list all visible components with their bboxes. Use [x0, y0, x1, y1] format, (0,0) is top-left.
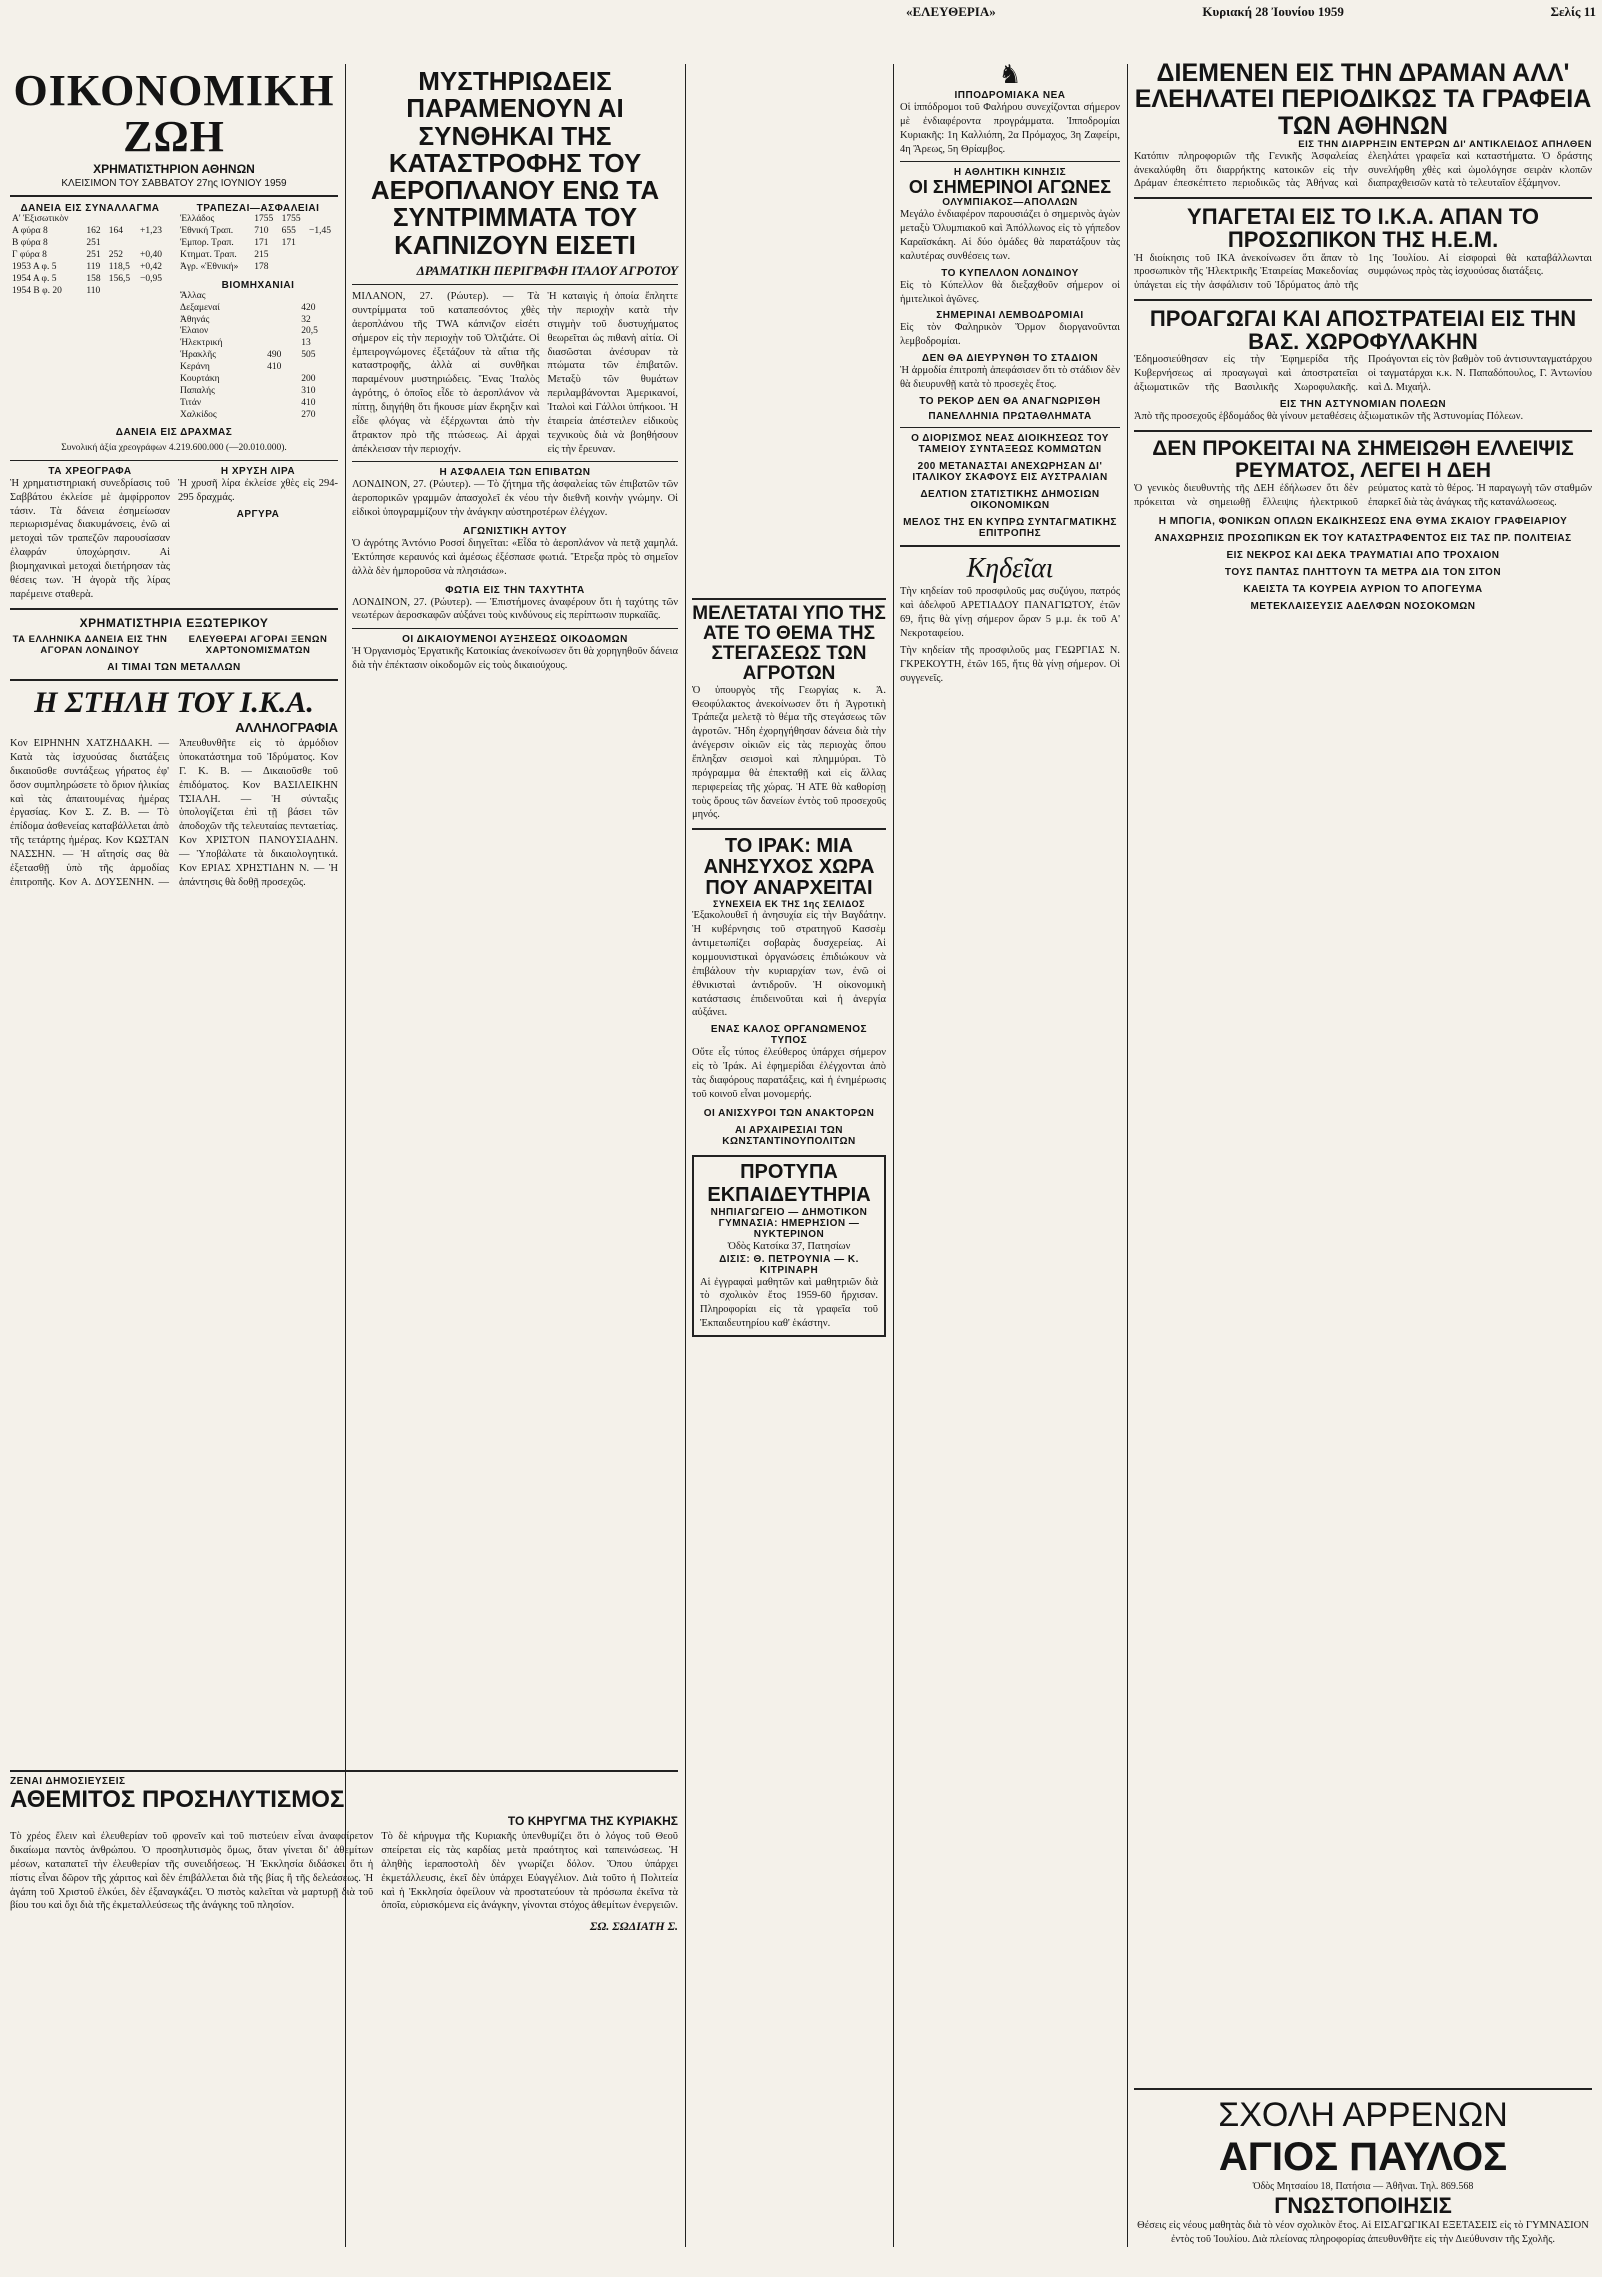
funerals-title: Κηδεῖαι	[966, 552, 1054, 584]
table-cell: 655	[281, 226, 296, 237]
table-cell: 215	[254, 250, 269, 260]
school-notice-title: ΓΝΩΣΤΟΠΟΙΗΣΙΣ	[1274, 2193, 1452, 2219]
table-cell	[307, 214, 338, 226]
article-signature: ΣΩ. ΣΩΔΙΑΤΗ Σ.	[589, 1919, 678, 1934]
table-cell: 1755	[254, 214, 274, 225]
table-cell: 310	[301, 385, 316, 396]
table-cell: Χαλκίδος	[180, 409, 217, 420]
barbers-title: ΚΑΕΙΣΤΑ ΤΑ ΚΟΥΡΕΙΑ ΑΥΡΙΟΝ ΤΟ ΑΠΟΓΕΥΜΑ	[1243, 583, 1483, 595]
table-cell	[307, 250, 338, 262]
metals-title: ΑΙ ΤΙΜΑΙ ΤΩΝ ΜΕΤΑΛΛΩΝ	[107, 661, 241, 673]
table-cell: 420	[301, 302, 316, 313]
table-cell: 252	[108, 250, 124, 260]
table-cell: 200	[301, 373, 316, 384]
table-cell: 1755	[281, 214, 301, 225]
table-cell	[84, 214, 106, 226]
gold-text: Ἡ χρυσῆ λίρα ἐκλείσε χθὲς εἰς 294-295 δραχμάς.	[178, 477, 338, 503]
power-text: Ὁ γενικὸς διευθυντὴς τῆς ΔΕΗ ἐδήλωσεν ὅτι δὲν πρόκειται νὰ σημειωθῇ ἔλλειψις ἠλεκτρικοῦ ρεύματος κατὰ τὸ θέρος. Ἡ παραγωγὴ τῶν σταθμῶν ἐπαρκεῖ διὰ τὰς ἀνάγκας τῆς κατανάλωσεως.	[1134, 482, 1592, 508]
table-cell	[107, 214, 138, 226]
bottom-left-article	[10, 1770, 678, 2256]
industry-table	[178, 291, 338, 422]
loans-table	[10, 214, 170, 297]
table-row	[178, 386, 338, 398]
total-value-line: Συνολική ἀξία χρεογράφων 4.219.600.000 (—20.010.000).	[61, 443, 287, 454]
table-cell: Α φύρα 8	[12, 226, 48, 237]
table-cell: Κεράνη	[180, 362, 210, 372]
divider	[900, 427, 1120, 428]
table-cell: 156,5	[108, 273, 131, 284]
table-cell: 1954 Β φ. 20	[12, 285, 62, 296]
table-cell: 251	[86, 250, 101, 260]
palace-title: ΟΙ ΑΝΙΣΧΥΡΟΙ ΤΩΝ ΑΝΑΚΤΟΡΩΝ	[703, 1107, 875, 1119]
table-cell: 13	[301, 338, 311, 349]
crash-headline: ΜΥΣΤΗΡΙΩΔΕΙΣ ΠΑΡΑΜΕΝΟΥΝ ΑΙ ΣΥΝΘΗΚΑΙ ΤΗΣ ΚΑΤΑΣΤΡΟΦΗΣ ΤΟΥ ΑΕΡΟΠΛΑΝΟΥ ΕΝΩ ΤΑ ΣΥΝΤΡΙΜΜΑΤΑ ΤΟΥ ΚΑΠΝΙΖΟΥΝ ΕΙΣΕΤΙ	[370, 66, 660, 260]
table-cell: 20,5	[301, 326, 318, 337]
article-subtitle: ΤΟ ΚΗΡΥΓΜΑ ΤΗΣ ΚΥΡΙΑΚΗΣ	[507, 1814, 678, 1829]
table-cell: 410	[301, 397, 316, 408]
ika-headline: ΥΠΑΓΕΤΑΙ ΕΙΣ ΤΟ Ι.Κ.Α. ΑΠΑΝ ΤΟ ΠΡΟΣΩΠΙΚΟΝ ΤΗΣ Η.Ε.Μ.	[1187, 204, 1539, 253]
page-number: Σελίς 11	[1550, 4, 1596, 19]
column-rule	[893, 64, 894, 2247]
school-address: Ὁδὸς Μητσαίου 18, Πατήσια — Ἀθῆναι. Τηλ. 869.568	[1252, 2181, 1474, 2193]
banks-block	[178, 203, 338, 421]
table-cell: Ἀγρ. «Ἑθνική»	[180, 261, 239, 272]
table-cell: 410	[267, 362, 282, 372]
sports-headline: ΟΙ ΣΗΜΕΡΙΝΟΙ ΑΓΩΝΕΣ	[908, 177, 1112, 198]
funeral-notice-1: Τὴν κηδείαν τοῦ προσφιλοῦς μας συζύγου, πατρός καὶ ἀδελφοῦ ΑΡΕΤΙΑΔΟΥ ΠΑΝΑΓΙΩΤΟΥ, ἐτῶν 69, ἥτις θὰ γίνῃ σήμερον ὥραν 5 μ.μ. ἐκ τοῦ Α' Νεκροταφείου.	[900, 585, 1120, 639]
divider	[1134, 430, 1592, 432]
industry-header: ΒΙΟΜΗΧΑΝΙΑΙ	[221, 279, 295, 291]
housing-title: ΟΙ ΔΙΚΑΙΟΥΜΕΝΟΙ ΑΥΞΗΣΕΩΣ ΟΙΚΟΔΟΜΩΝ	[402, 634, 628, 646]
lead-subhead: ΕΙΣ ΤΗΝ ΔΙΑΡΡΗΞΙΝ ΕΝΤΕΡΩΝ ΔΙ' ΑΝΤΙΚΛΕΙΔΟΣ ΑΠΗΛΘΕΝ	[1298, 138, 1592, 150]
exchange-tables	[10, 203, 338, 421]
divider	[10, 195, 338, 197]
table-row	[10, 226, 170, 238]
school-advert	[1134, 2088, 1592, 2247]
crash-column	[352, 0, 678, 1768]
stadium-title: ΔΕΝ ΘΑ ΔΙΕΥΡΥΝΘΗ ΤΟ ΣΤΑΔΙΟΝ	[921, 353, 1099, 365]
table-cell: 710	[254, 226, 269, 237]
ika-text: Ἡ διοίκησις τοῦ ΙΚΑ ἀνεκοίνωσεν ὅτι ἅπαν τὸ προσωπικὸν τῆς Ἠλεκτρικῆς Ἑταιρείας Μακεδονίας ὑπάγεται εἰς τὴν ἀσφάλισιν τοῦ Ἱδρύματος ἀπὸ τῆς 1ης Ἰουλίου. Αἱ εἰσφοραὶ θὰ καταβάλλωνται συμφώνως πρὸς τὰς ἰσχυούσας διατάξεις.	[1134, 252, 1592, 292]
right-column	[1134, 0, 1592, 2277]
witness-title: ΑΓΩΝΙΣΤΙΚΗ ΑΥΤΟΥ	[462, 525, 568, 537]
table-cell	[265, 374, 299, 386]
emigrants-title: 200 ΜΕΤΑΝΑΣΤΑΙ ΑΝΕΧΩΡΗΣΑΝ ΔΙ' ΙΤΑΛΙΚΟΥ ΣΚΑΦΟΥΣ ΕΙΣ ΑΥΣΤΡΑΛΙΑΝ	[912, 460, 1108, 483]
table-cell: Τιτάν	[180, 397, 202, 408]
table-cell: 1954 Α φ. 5	[12, 273, 57, 284]
table-cell	[265, 303, 299, 315]
sports-text: Μεγάλο ἐνδιαφέρον παρουσιάζει ὁ σημερινὸς ἀγὼν μεταξὺ Ὀλυμπιακοῦ καὶ Ἀπόλλωνος εἰς τὸ γήπεδον Καραϊσκάκη. Αἱ δύο ὁμάδες θὰ παρατάξουν τὰς καλυτέρας συνθέσεις των.	[900, 209, 1120, 262]
table-cell: Κουρτάκη	[180, 373, 220, 384]
table-cell	[107, 238, 138, 250]
table-cell: 1953 Α φ. 5	[12, 261, 57, 272]
sports-title: Η ΑΘΛΗΤΙΚΗ ΚΙΝΗΣΙΣ	[953, 167, 1067, 179]
advert-sub2: ΓΥΜΝΑΣΙΑ: ΗΜΕΡΗΣΙΟΝ — ΝΥΚΤΕΡΙΝΟΝ	[718, 1217, 860, 1240]
school-name: ΑΓΙΟΣ ΠΑΥΛΟΣ	[1218, 2135, 1508, 2180]
safety-text: ΛΟΝΔΙΝΟΝ, 27. (Ρώυτερ). — Τὸ ζήτημα τῆς ἀσφαλείας τῶν ἐπιβατῶν τῶν ἀεροπορικῶν γραμμῶν ἀπασχολεῖ ἐκ νέου τὴν διεθνῆ κοινὴν γνώμην. Οἱ εἰδικοὶ ὑπογραμμίζουν τὴν ἀνάγκην αὐστηροτέρων ἐλέγχων.	[352, 479, 678, 519]
statistics-title: ΔΕΛΤΙΟΝ ΣΤΑΤΙΣΤΙΚΗΣ ΔΗΜΟΣΙΩΝ ΟΙΚΟΝΟΜΙΚΩΝ	[920, 488, 1100, 511]
table-cell: 158	[86, 273, 101, 284]
gendarmerie-text: Ἐδημοσιεύθησαν εἰς τὴν Ἐφημερίδα τῆς Κυβερνήσεως αἱ προαγωγαὶ καὶ ἀποστρατεῖαι ἀξιωματικῶν τῆς Βασιλικῆς Χωροφυλακῆς. Προάγονται εἰς τὸν βαθμὸν τοῦ ἀντισυνταγματάρχου οἱ ταγματάρχαι κ.κ. Ν. Παπαδόπουλος, Γ. Ἀντωνίου καὶ Δ. Μιχαήλ.	[1134, 354, 1592, 393]
table-row	[178, 303, 338, 315]
table-cell: Παπαλής	[180, 385, 215, 396]
funeral-notice-2: Τὴν κηδείαν τῆς προσφιλοῦς μας ΓΕΩΡΓΙΑΣ Ν. ΓΚΡΕΚΟΥΤΗ, ἐτῶν 165, ἥτις θὰ γίνῃ σήμερον. Οἱ συγγενεῖς.	[900, 645, 1120, 685]
banks-header: ΤΡΑΠΕΖΑΙ—ΑΣΦΑΛΕΙΑΙ	[196, 203, 320, 215]
table-row	[178, 410, 338, 422]
table-row	[10, 286, 170, 298]
table-cell	[307, 238, 338, 250]
exchange-title: ΧΡΗΜΑΤΙΣΤΗΡΙΟΝ ΑΘΗΝΩΝ	[93, 162, 255, 177]
speed-text: ΛΟΝΔΙΝΟΝ, 27. (Ρώυτερ). — Ἐπιστήμονες ἀναφέρουν ὅτι ἡ ταχύτης τῶν νεωτέρων ἀεροσκαφῶν αὐξάνει τοὺς κινδύνους εἰς περίπτωσιν πυρκαϊᾶς.	[352, 596, 678, 622]
table-cell: 270	[301, 409, 316, 420]
ika-column-title: Η ΣΤΗΛΗ ΤΟΥ Ι.Κ.Α.	[34, 685, 314, 719]
advert-directors: ΔΙΣΙΣ: Θ. ΠΕΤΡΟΥΝΙΑ — Κ. ΚΙΤΡΙΝΑΡΗ	[719, 1253, 859, 1276]
table-cell: 110	[86, 285, 101, 296]
departure-title: ΑΝΑΧΩΡΗΣΙΣ ΠΡΟΣΩΠΙΚΩΝ ΕΚ ΤΟΥ ΚΑΤΑΣΤΡΑΦΕΝΤΟΣ ΕΙΣ ΤΑΣ ΠΡ. ΠΟΛΙΤΕΙΑΣ	[1154, 532, 1572, 544]
table-cell: Δεξαμεναί	[180, 302, 220, 313]
ika-text: Κον ΕΙΡΗΝΗΝ ΧΑΤΖΗΔΑΚΗ. — Κατὰ τὰς ἰσχυούσας διατάξεις δικαιοῦσθε συντάξεως γήρατος ἐφ' ὅσον συμπληρώσετε τὸ ὅριον ἡλικίας καὶ τὰς ἀπαιτουμένας ἡμέρας ἐργασίας. Κον Σ. Ζ. Β. — Τὸ ἐπίδομα ἀσθενείας καταβάλλεται ἀπὸ τῆς τετάρτης ἡμέρας. Κον ΚΩΣΤΑΝ ΝΑΣΣΗΝ. — Ἡ αἴτησίς σας θὰ ἐξετασθῇ ὑπὸ τῆς ἁρμοδίας ἐπιτροπῆς. Κον Α. ΔΟΥΣΕΝΗΝ. — Ἀπευθυνθῆτε εἰς τὸ ἁρμόδιον ὑποκατάστημα τοῦ Ἱδρύματος. Κον Γ. Κ. Β. — Δικαιοῦσθε τοῦ ἐπιδόματος. Κον ΒΑΣΙΛΕΙΚΗΝ ΤΣΙΑΛΗ. — Ἡ σύνταξις ὑπολογίζεται ἐπὶ τῇ βάσει τῶν ἀποδοχῶν τῆς τελευταίας πενταετίας. Κον ΧΡΙΣΤΟΝ ΠΑΝΟΥΣΙΑΔΗΝ. — Ὑποβάλατε τὰ δικαιολογητικά. Κον ΕΡΙΑΣ ΧΡΗΣΤΙΔΗΝ Ν. — Ἡ ἀπάντησις θὰ δοθῇ προσεχῶς.	[10, 738, 338, 888]
table-cell	[299, 291, 338, 303]
table-row	[10, 250, 170, 262]
table-row	[178, 214, 338, 226]
loans-header: ΔΑΝΕΙΑ ΕΙΣ ΣΥΝΑΛΛΑΓΜΑ	[20, 203, 160, 215]
schools-advert	[692, 1155, 886, 1337]
loans-block	[10, 203, 170, 421]
table-cell: Ἠλεκτρική	[180, 338, 223, 349]
banks-table	[178, 214, 338, 273]
article-body	[10, 1830, 678, 1913]
foreign-exchanges-title: ΧΡΗΜΑΤΙΣΤΗΡΙΑ ΕΞΩΤΕΡΙΚΟΥ	[79, 615, 269, 630]
table-row	[178, 291, 338, 303]
table-cell: 32	[301, 314, 311, 325]
speed-title: ΦΩΤΙΑ ΕΙΣ ΤΗΝ ΤΑΧΥΤΗΤΑ	[445, 584, 585, 596]
safety-title: Η ΑΣΦΑΛΕΙΑ ΤΩΝ ΕΠΙΒΑΤΩΝ	[439, 467, 591, 479]
table-cell: 178	[254, 261, 269, 272]
ate-text: Ὁ ὑπουργὸς τῆς Γεωργίας κ. Ἀ. Θεοφύλακτος ἀνεκοίνωσεν ὅτι ἡ Ἀγροτικὴ Τράπεζα μελετᾷ τὸ θέμα τῆς στεγάσεως τῶν ἀγροτῶν. Ἤδη ἐχορηγήθησαν δάνεια διὰ τὴν ἀνέγερσιν οἰκιῶν εἰς τὰς περιοχὰς ὅπου ἔπληξαν σεισμοὶ καὶ πλημμύραι. Τὸ πρόγραμμα θὰ ἐπεκταθῇ καὶ εἰς ἄλλας περιφερείας τῆς χώρας. Ἡ ΑΤΕ θὰ καθορίσῃ τοὺς ὅρους τῶν δανείων ἐντὸς τοῦ προσεχοῦς μηνός.	[692, 684, 886, 821]
article-kicker: ΖΕΝΑΙ ΔΗΜΟΣΙΕΥΣΕΙΣ	[10, 1776, 126, 1787]
weapons-title: Η ΜΠΟΓΙΑ, ΦΟΝΙΚΩΝ ΟΠΛΩΝ ΕΚΔΙΚΗΣΕΩΣ ΕΝΑ ΘΥΜΑ ΣΚΑΙΟΥ ΓΡΑΦΕΙΑΡΙΟΥ	[1158, 515, 1568, 527]
advert-address: Ὁδὸς Κατσίκα 37, Πατησίων	[727, 1240, 851, 1252]
table-row	[178, 338, 338, 350]
gendarmerie-headline: ΠΡΟΑΓΩΓΑΙ ΚΑΙ ΑΠΟΣΤΡΑΤΕΙΑΙ ΕΙΣ ΤΗΝ ΒΑΣ. ΧΩΡΟΦΥΛΑΚΗΝ	[1149, 306, 1577, 355]
foreign-loans-title: ΤΑ ΕΛΛΗΝΙΚΑ ΔΑΝΕΙΑ ΕΙΣ ΤΗΝ ΑΓΟΡΑΝ ΛΟΝΔΙΝΟΥ	[12, 633, 168, 656]
divider	[900, 545, 1120, 547]
article-text-a: Τὸ χρέος ἔλειν καὶ ἐλευθερίαν τοῦ φρονεῖν καὶ τοῦ πιστεύειν εἶναι ἀναφαίρετον δικαίωμα παντὸς ἀνθρώπου. Ὁ προσηλυτισμὸς ὅμως, ὅταν γίνεται δι' ἀθεμίτων μέσων, καταπατεῖ τὴν ἐλευθερίαν τῆς συνειδήσεως. Ἡ Ἐκκλησία διδάσκει ὅτι ἡ πίστις εἶναι δῶρον τῆς χάριτος καὶ δὲν ἐπιβάλλεται διὰ τῆς βίας ἢ τῆς δελεάσεως. Ἡ ἀγάπη τοῦ Χριστοῦ ἑλκύει, δὲν ἐξαναγκάζει. Ὁ πιστὸς καλεῖται νὰ μαρτυρῇ διὰ τοῦ βίου του καὶ ὄχι διὰ τῆς ἐκμεταλλεύσεως τῆς ἀνάγκης τοῦ πλησίον.	[10, 1831, 374, 1912]
table-cell	[299, 362, 338, 374]
article-title: ΑΘΕΜΙΤΟΣ ΠΡΟΣΗΛΥΤΙΣΜΟΣ	[10, 1786, 345, 1813]
accident-title: ΕΙΣ ΝΕΚΡΟΣ ΚΑΙ ΔΕΚΑ ΤΡΑΥΜΑΤΙΑΙ ΑΠΟ ΤΡΟΧΑΙΟΝ	[1226, 549, 1500, 561]
elections-title: ΑΙ ΑΡΧΑΙΡΕΣΙΑΙ ΤΩΝ ΚΩΝΣΤΑΝΤΙΝΟΥΠΟΛΙΤΩΝ	[722, 1124, 856, 1147]
iraq-press-text: Οὔτε εἷς τύπος ἐλεύθερος ὑπάρχει σήμερον εἰς τὸ Ἰράκ. Αἱ ἐφημερίδαι ἐλέγχονται ἀπὸ τὰς διαφόρους παρατάξεις, καὶ ἡ ἐνημέρωσις τοῦ κοινοῦ εἶναι μονομερής.	[692, 1047, 886, 1100]
rowing-title: ΣΗΜΕΡΙΝΑΙ ΛΕΜΒΟΔΡΟΜΙΑΙ	[936, 310, 1084, 322]
table-cell	[265, 410, 299, 422]
table-cell: Ἄλλας	[180, 290, 206, 301]
divider	[900, 161, 1120, 162]
table-cell: +1,23	[140, 226, 162, 237]
stadium-text: Ἡ ἁρμοδία ἐπιτροπὴ ἀπεφάσισεν ὅτι τὸ στάδιον δὲν θὰ διευρυνθῇ κατὰ τὸ προσεχὲς ἔτος.	[900, 365, 1120, 391]
table-cell: Ἐλαιον	[180, 326, 209, 337]
table-row	[178, 238, 338, 250]
rowing-text: Εἰς τὸν Φαληρικὸν Ὅρμον διοργανοῦνται λεμβοδρομίαι.	[900, 322, 1120, 348]
fund-title: Ο ΔΙΟΡΙΣΜΟΣ ΝΕΑΣ ΔΙΟΙΚΗΣΕΩΣ ΤΟΥ ΤΑΜΕΙΟΥ ΣΥΝΤΑΞΕΩΣ ΚΟΜΜΩΤΩΝ	[911, 432, 1109, 455]
table-row	[178, 350, 338, 362]
advert-title: ΠΡΟΤΥΠΑ ΕΚΠΑΙΔΕΥΤΗΡΙΑ	[707, 1160, 871, 1206]
table-row	[178, 226, 338, 238]
column-rule	[685, 64, 686, 2247]
table-cell	[307, 262, 338, 274]
paper-name: «ΕΛΕΥΘΕΡΙΑ»	[906, 4, 996, 19]
silver-title: ΑΡΓΥΡΑ	[236, 508, 280, 520]
table-row	[10, 214, 170, 226]
table-cell	[265, 291, 299, 303]
crash-subhead: ΔΡΑΜΑΤΙΚΗ ΠΕΡΙΓΡΑΦΗ ΙΤΑΛΟΥ ΑΓΡΟΤΟΥ	[416, 263, 678, 279]
table-cell	[265, 315, 299, 327]
table-cell	[265, 326, 299, 338]
table-cell: 118,5	[108, 261, 130, 272]
advert-sub1: ΝΗΠΙΑΓΩΓΕΙΟ — ΔΗΜΟΤΙΚΟΝ	[710, 1206, 868, 1218]
table-cell: 490	[267, 350, 282, 361]
crash-body	[352, 290, 678, 456]
divider	[352, 628, 678, 629]
table-cell: Ἐθνική Τραπ.	[180, 226, 234, 237]
horse-text: Οἱ ἱππόδρομοι τοῦ Φαλήρου συνεχίζονται σήμερον μὲ ἐνδιαφέροντα προγράμματα. Ἱπποδρομίαι Κυριακῆς: 1η Καλλιόπη, 2α Πρόμαχος, 3η Ζαφείρι, 4η Ἄρεως, 5η Θρίαμβος.	[900, 102, 1120, 155]
table-cell: 171	[254, 238, 269, 249]
crash-text-b: Ἡ καταιγὶς ἡ ὁποία ἔπληττε τὴν περιοχὴν κατὰ τὴν στιγμὴν τοῦ δυστυχήματος θεωρεῖται ὡς πιθανὴ αἰτία. Οἱ διασῶσται ἀνέσυραν τὰ πτώματα τῶν ἐπιβατῶν. Μεταξὺ τῶν θυμάτων περιλαμβάνονται Ἀμερικανοί, Ἰταλοὶ καὶ Γάλλοι ὑπήκοοι. Ἡ ἑταιρεία ἀπέστειλεν εἰδικοὺς τεχνικοὺς διὰ νὰ βοηθήσουν εἰς τὴν ἔρευναν.	[547, 291, 678, 455]
ate-headline: ΜΕΛΕΤΑΤΑΙ ΥΠΟ ΤΗΣ ΑΤΕ ΤΟ ΘΕΜΑ ΤΗΣ ΣΤΕΓΑΣΕΩΣ ΤΩΝ ΑΓΡΟΤΩΝ	[692, 598, 886, 684]
table-cell	[280, 262, 307, 274]
table-cell: 162	[86, 226, 101, 237]
lead-text: Κατόπιν πληροφοριῶν τῆς Γενικῆς Ἀσφαλείας ἀνεκαλύφθη ὅτι διαρρήκτης κατοικῶν εἰς τὴν Δράμαν ἐπεσκέπτετο περιοδικῶς τὰς Ἀθήνας καὶ ἐλεηλάτει γραφεῖα καὶ καταστήματα. Ὁ δράστης συνελήφθη χθὲς καὶ ὡμολόγησε σειρὰν κλοπῶν διαπραχθεισῶν κατὰ τὸ τελευταῖον ἑξάμηνον.	[1134, 150, 1592, 190]
crash-text-a: ΜΙΛΑΝΟΝ, 27. (Ρώυτερ). — Τὰ συντρίμματα τοῦ καταπεσόντος χθὲς ἀεροπλάνου τῆς TWA κάπνιζον εἰσέτι σήμερον εἰς τὴν περιοχὴν τοῦ Ὀλτζιάτε. Οἱ ἐμπειρογνώμονες ἐξετάζουν τὰ αἴτια τῆς καταστροφῆς, ἀλλὰ αἱ συνθῆκαι παραμένουν μυστηριώδεις. Ἕνας Ἰταλὸς ἀγρότης, ὁ ὁποῖος εἶδε τὸ ἀεροπλάνον νὰ πίπτῃ, διηγήθη ὅτι ἤκουσε μίαν ἔκρηξιν καὶ εἶδε φλόγας νὰ ἐξέρχωνται ἀπὸ τὴν ἄτρακτον πρὸ τῆς πτώσεως. Αἱ ἀρχαὶ ἀπέκλεισαν τὴν περιοχήν.	[352, 291, 540, 455]
table-cell: Ἑλλάδος	[180, 214, 215, 225]
iraq-press-title: ΕΝΑΣ ΚΑΛΟΣ ΟΡΓΑΝΩΜΕΝΟΣ ΤΥΠΟΣ	[710, 1024, 868, 1047]
table-cell	[138, 286, 170, 298]
table-row	[178, 262, 338, 274]
table-cell	[265, 386, 299, 398]
table-cell: Ἀθηνάς	[180, 314, 210, 325]
table-cell	[265, 398, 299, 410]
table-cell: Β φύρα 8	[12, 238, 48, 249]
sports-subtitle: ΟΛΥΜΠΙΑΚΟΣ—ΑΠΟΛΛΩΝ	[942, 197, 1078, 209]
table-cell: Κτηματ. Τραπ.	[180, 250, 237, 260]
table-cell: +0,42	[140, 261, 162, 272]
table-cell: +0,40	[140, 250, 162, 260]
school-title: ΣΧΟΛΗ ΑΡΡΕΝΩΝ	[1218, 2096, 1508, 2135]
table-cell: Γ φύρα 8	[12, 250, 47, 260]
iraq-headline: ΤΟ ΙΡΑΚ: ΜΙΑ ΑΝΗΣΥΧΟΣ ΧΩΡΑ ΠΟΥ ΑΝΑΡΧΕΙΤΑΙ	[703, 835, 875, 900]
ika-subtitle: ΑΛΛΗΛΟΓΡΑΦΙΑ	[235, 720, 338, 736]
table-row	[10, 262, 170, 274]
table-cell: −1,45	[309, 226, 331, 237]
divider	[10, 679, 338, 681]
police-title: ΕΙΣ ΤΗΝ ΑΣΤΥΝΟΜΙΑΝ ΠΟΛΕΩΝ	[1279, 398, 1447, 410]
lead-headline: ΔΙΕΜΕΝΕΝ ΕΙΣ ΤΗΝ ΔΡΑΜΑΝ ΑΛΛ' ΕΛΕΗΛΑΤΕΙ ΠΕΡΙΟΔΙΚΩΣ ΤΑ ΓΡΑΦΕΙΑ ΤΩΝ ΑΘΗΝΩΝ	[1134, 59, 1592, 140]
horse-title: ΙΠΠΟΔΡΟΜΙΑΚΑ ΝΕΑ	[954, 90, 1066, 101]
table-row	[178, 398, 338, 410]
table-cell	[265, 338, 299, 350]
horse-icon: ♞	[998, 60, 1022, 89]
table-cell: Α' Ἐξισωτικὸν	[12, 214, 69, 225]
ate-column	[692, 0, 886, 2277]
table-cell: 164	[108, 226, 124, 237]
table-cell	[280, 250, 307, 262]
divider	[692, 828, 886, 830]
divider	[352, 284, 678, 285]
article-text-b: Τὸ δὲ κήρυγμα τῆς Κυριακῆς ὑπενθυμίζει ὅτι ὁ λόγος τοῦ Θεοῦ σπείρεται εἰς τὰς καρδίας μετὰ πραότητος καὶ ταπεινώσεως. Ἡ ἀληθὴς ἱεραποστολὴ δὲν γνωρίζει δόλον. Ὅπου ὑπάρχει ἐκμετάλλευσις, ἐκεῖ δὲν ὑπάρχει Εὐαγγέλιον. Διὰ τοῦτο ἡ Πολιτεία καὶ ἡ Ἐκκλησία ὀφείλουν νὰ προστατεύουν τὰ πρόσωπα ἐκεῖνα τὰ ὁποῖα, εὑρισκόμενα εἰς ἀνάγκην, γίνονται στόχος ἀθεμίτων ἐνεργειῶν.	[381, 1831, 678, 1912]
championships-title: ΠΑΝΕΛΛΗΝΙΑ ΠΡΩΤΑΘΛΗΜΑΤΑ	[928, 410, 1092, 422]
foreign-notes-title: ΕΛΕΥΘΕΡΑΙ ΑΓΟΡΑΙ ΞΕΝΩΝ ΧΑΡΤΟΝΟΜΙΣΜΑΤΩΝ	[188, 633, 328, 656]
table-row	[178, 250, 338, 262]
table-cell	[138, 214, 170, 226]
table-row	[178, 374, 338, 386]
drachma-loans-header: ΔΑΝΕΙΑ ΕΙΣ ΔΡΑΧΜΑΣ	[115, 427, 233, 439]
divider	[10, 608, 338, 610]
table-cell	[138, 238, 170, 250]
table-row	[178, 326, 338, 338]
nurses-title: ΜΕΤΕΚΛΑΙΣΕΥΣΙΣ ΑΔΕΛΦΩΝ ΝΟΣΟΚΟΜΩΝ	[1250, 600, 1476, 612]
divider	[352, 461, 678, 462]
table-cell: 119	[86, 261, 101, 272]
trends-block	[10, 466, 338, 602]
power-headline: ΔΕΝ ΠΡΟΚΕΙΤΑΙ ΝΑ ΣΗΜΕΙΩΘΗ ΕΛΛΕΙΨΙΣ ΡΕΥΜΑΤΟΣ, ΛΕΓΕΙ Η ΔΕΗ	[1152, 436, 1574, 482]
cup-title: ΤΟ ΚΥΠΕΛΛΟΝ ΛΟΝΔΙΝΟΥ	[941, 267, 1079, 279]
housing-text: Ἡ Ὀργανισμὸς Ἐργατικῆς Κατοικίας ἀνεκοίνωσεν ὅτι θὰ χορηγηθοῦν δάνεια διὰ τὴν ἐπέκτασιν οἰκοδομῶν εἰς τοὺς δικαιούχους.	[352, 646, 678, 672]
record-title: ΤΟ ΡΕΚΟΡ ΔΕΝ ΘΑ ΑΝΑΓΝΩΡΙΣΘΗ	[919, 395, 1101, 407]
witness-text: Ὁ ἀγρότης Ἀντόνιο Ροσσί διηγεῖται: «Εἶδα τὸ ἀεροπλάνον νὰ πετᾷ χαμηλά. Ἐκτύπησε κεραυνός καὶ ἀμέσως ἐξέσπασε φωτιά. Ἔτρεξα πρὸς τὸ σημεῖον ἀλλὰ δὲν ἠμποροῦσα νὰ πλησιάσω».	[352, 537, 678, 577]
trends-text: Ἡ χρηματιστηριακή συνεδρίασις τοῦ Σαββάτου ἐκλείσε μὲ ἀμφίρροπον τάσιν. Τὰ δάνεια ἐσημείωσαν περιωρισμένας διακυμάνσεις, ἐνῶ αἱ μετοχαὶ τῶν τραπεζῶν παρουσίασαν ἐλαφράν ὑποχώρησιν. Αἱ βιομηχανικαὶ μετοχαὶ διετήρησαν τὰς θέσεις των. Ἡ ἀγορὰ τῆς λίρας παρέμεινε σταθερὰ.	[10, 477, 170, 600]
table-row	[10, 274, 170, 286]
gold-title: Η ΧΡΥΣΗ ΛΙΡΑ	[220, 465, 296, 477]
table-cell: 505	[301, 350, 316, 361]
table-row	[10, 238, 170, 250]
divider	[1134, 299, 1592, 301]
table-cell: 251	[86, 238, 101, 249]
trends-title: ΤΑ ΧΡΕΟΓΡΑΦΑ	[48, 465, 132, 477]
school-notice-text: Θέσεις εἰς νέους μαθητὰς διὰ τὸ νέον σχολικὸν ἔτος. Αἱ ΕΙΣΑΓΩΓΙΚΑΙ ΕΞΕΤΑΣΕΙΣ εἰς τὸ ΓΥΜΝΑΣΙΟΝ ἐντὸς τοῦ Ἰουλίου. Διὰ πλείονας πληροφορίας ἀπευθυνθῆτε εἰς τὴν Διεύθυνσιν τῆς Σχολῆς.	[1137, 2220, 1589, 2246]
issue-date: Κυριακή 28 Ἰουνίου 1959	[1202, 4, 1344, 19]
table-cell: Ἡρακλῆς	[180, 350, 217, 361]
table-cell: −0,95	[140, 273, 162, 284]
cup-text: Εἰς τὸ Κύπελλον θὰ διεξαχθοῦν σήμερον οἱ ἡμιτελικοὶ ἀγῶνες.	[900, 279, 1120, 305]
table-row	[178, 362, 338, 374]
cyprus-title: ΜΕΛΟΣ ΤΗΣ ΕΝ ΚΥΠΡΩ ΣΥΝΤΑΓΜΑΤΙΚΗΣ ΕΠΙΤΡΟΠΗΣ	[903, 516, 1117, 539]
table-cell: Ἐμπορ. Τραπ.	[180, 238, 234, 249]
section-title: ΟΙΚΟΝΟΜΙΚΗ ΖΩΗ	[13, 66, 335, 162]
wheat-title: ΤΟΥΣ ΠΑΝΤΑΣ ΠΛΗΤΤΟΥΝ ΤΑ ΜΕΤΡΑ ΔΙΑ ΤΟΝ ΣΙΤΟΝ	[1224, 566, 1502, 578]
table-cell	[107, 286, 138, 298]
divider	[1134, 197, 1592, 199]
table-cell: 171	[281, 238, 296, 249]
police-text: Ἀπὸ τῆς προσεχοῦς ἑβδομάδος θὰ γίνουν μεταθέσεις ἀξιωματικῶν τῆς Ἀστυνομίας Πόλεων.	[1134, 410, 1524, 422]
iraq-subtitle: ΣΥΝΕΧΕΙΑ ΕΚ ΤΗΣ 1ης ΣΕΛΙΔΟΣ	[712, 899, 866, 910]
advert-text: Αἱ ἐγγραφαὶ μαθητῶν καὶ μαθητριῶν διὰ τὸ σχολικὸν ἔτος 1959-60 ἤρχισαν. Πληροφορίαι εἰς τὰ γραφεῖα τοῦ Ἐκπαιδευτηρίου καθ' ἑκάστην.	[700, 1276, 878, 1330]
exchange-subtitle: ΚΛΕΙΣΙΜΟΝ ΤΟΥ ΣΑΒΒΑΤΟΥ 27ης ΙΟΥΝΙΟΥ 1959	[61, 178, 287, 190]
iraq-text: Ἐξακολουθεῖ ἡ ἀνησυχία εἰς τὴν Βαγδάτην. Ἡ κυβέρνησις τοῦ στρατηγοῦ Κασσὲμ ἀντιμετωπίζει σοβαρὰς δυσχερείας. Αἱ κομμουνιστικαὶ ὀργανώσεις ἐπιδιώκουν νὰ ἐπιβάλουν τὴν κυριαρχίαν των, ἐνῶ οἱ ἐθνικισταὶ ἀντιδροῦν. Ἡ οἰκονομικὴ κατάστασις ἐπιδεινοῦται καὶ ἡ ἀνεργία αὐξάνει.	[692, 910, 886, 1019]
column-rule	[1127, 64, 1128, 2247]
table-row	[178, 315, 338, 327]
foreign-block	[10, 634, 338, 656]
divider	[10, 460, 338, 461]
